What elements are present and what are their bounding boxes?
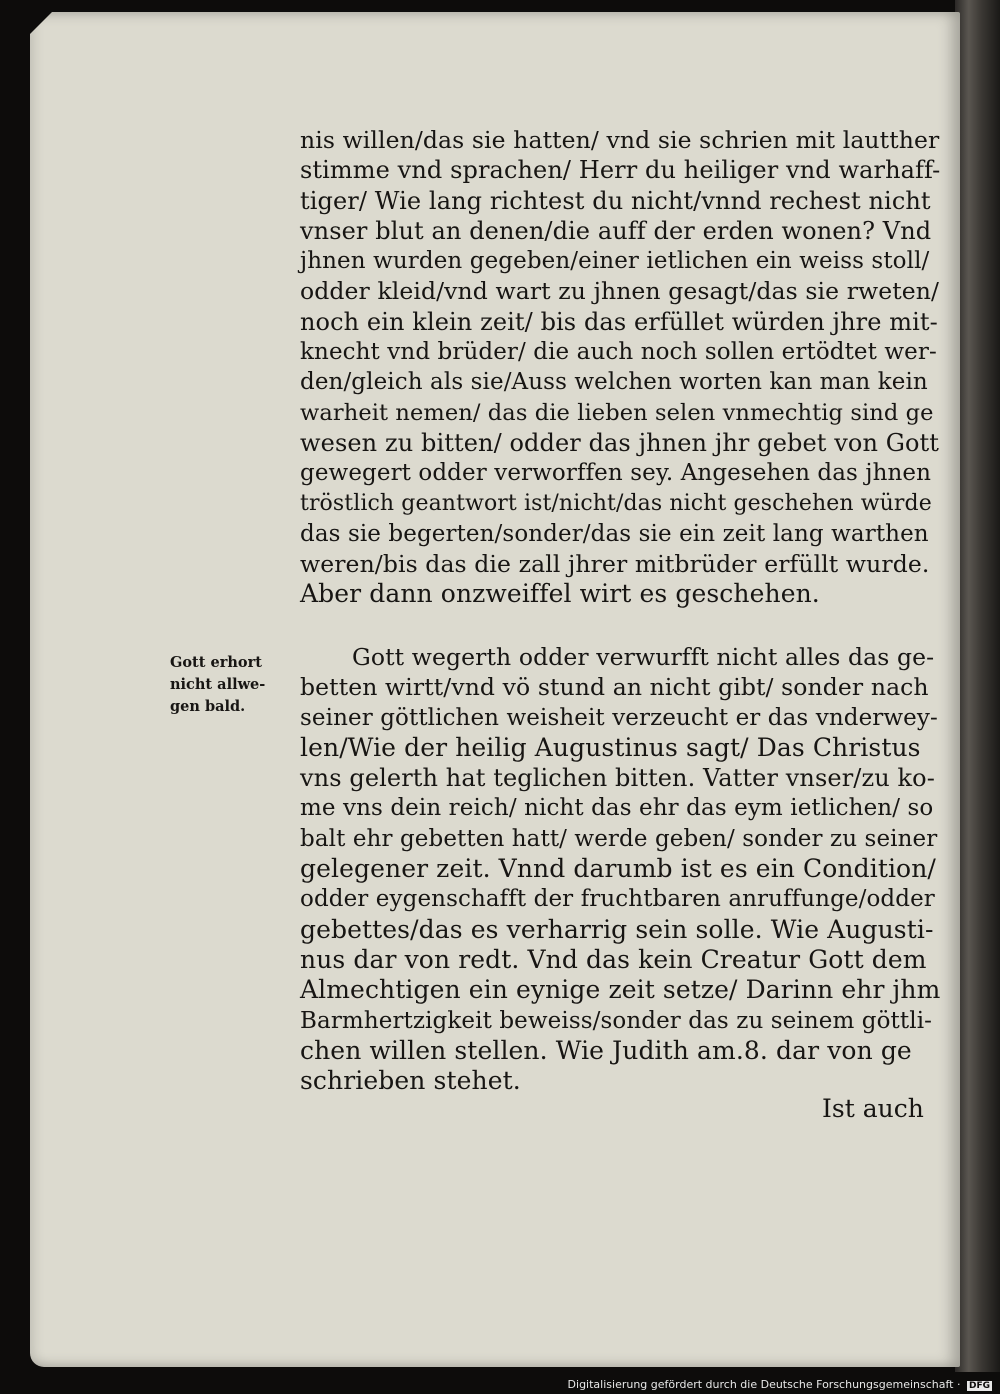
text-line: das sie begerten/sonder/das sie ein zeit lang warthen [300,520,929,547]
torn-corner [30,12,52,34]
marginal-line: Gott erhort [170,654,262,671]
main-paragraph [300,125,940,610]
marginal-line: gen bald. [170,698,246,715]
book-spine [955,0,1000,1372]
text-line: betten wirtt/vnd vö stund an nicht gibt/ sonder nach [300,673,929,702]
text-line: me vns dein reich/ nicht das ehr das eym ietlichen/ so [300,795,934,822]
marginal-note [170,652,290,718]
text-line: Almechtigen ein eynige zeit setze/ Darinn ehr jhm [300,975,941,1005]
text-line: jhnen wurden gegeben/einer ietlichen ein weiss stoll/ [300,248,930,275]
text-line: warheit nemen/ das die lieben selen vnmechtig sind ge [300,399,934,426]
text-line: odder eygenschafft der fruchtbaren anruffunge/odder [300,886,935,913]
text-line: gewegert odder verworffen sey. Angesehen das jhnen [300,460,932,487]
text-line: den/gleich als sie/Auss welchen worten kan man kein [300,369,928,396]
text-line: len/Wie der heilig Augustinus sagt/ Das Christus [300,732,921,762]
text-line: balt ehr gebetten hatt/ werde geben/ sonder zu seiner [300,825,938,852]
text-line: nus dar von redt. Vnd das kein Creatur Gott dem [300,944,927,974]
credit-text: Digitalisierung gefördert durch die Deutsche Forschungsgemeinschaft [567,1378,954,1391]
text-line: gebettes/das es verharrig sein solle. Wie Augusti- [300,914,934,944]
text-line: tröstlich geantwort ist/nicht/das nicht geschehen würde [300,490,932,516]
text-line: odder kleid/vnd wart zu jhnen gesagt/das sie rweten/ [300,277,940,306]
text-line: gelegener zeit. Vnnd darumb ist es ein Condition/ [300,854,936,884]
text-line: Barmhertzigkeit beweiss/sonder das zu seinem göttli- [300,1007,933,1034]
digitization-credit [568,1378,992,1391]
text-line: schrieben stehet. [300,1066,521,1096]
dfg-logo: DFG [968,1381,990,1391]
second-paragraph [300,642,940,1096]
text-line: stimme vnd sprachen/ Herr du heiliger vnd warhaff- [300,156,941,185]
text-line: vnser blut an denen/die auff der erden wonen? Vnd [300,216,932,245]
text-line: wesen zu bitten/ odder das jhnen jhr gebet von Gott [300,428,940,457]
text-line: weren/bis das die zall jhrer mitbrüder erfüllt wurde. [300,550,930,579]
text-line: knecht vnd brüder/ die auch noch sollen ertödtet wer- [300,339,937,366]
credit-separator: · [956,1378,964,1391]
text-line: nis willen/das sie hatten/ vnd sie schrien mit lautther [300,126,940,154]
marginal-line: nicht allwe- [170,676,266,693]
text-line: chen willen stellen. Wie Judith am.8. dar von ge [300,1035,912,1065]
text-line: Aber dann onzweiffel wirt es geschehen. [300,579,820,609]
text-line: tiger/ Wie lang richtest du nicht/vnnd rechest nicht [300,186,931,215]
text-line: vns gelerth hat teglichen bitten. Vatter vnser/zu ko- [300,764,935,793]
catchword: Ist auch [822,1094,924,1123]
text-line: seiner göttlichen weisheit verzeucht er das vnderwey- [300,704,938,731]
text-line: Gott wegerth odder verwurfft nicht alles das ge- [352,643,935,671]
text-line: noch ein klein zeit/ bis das erfüllet würden jhre mit- [300,307,938,336]
